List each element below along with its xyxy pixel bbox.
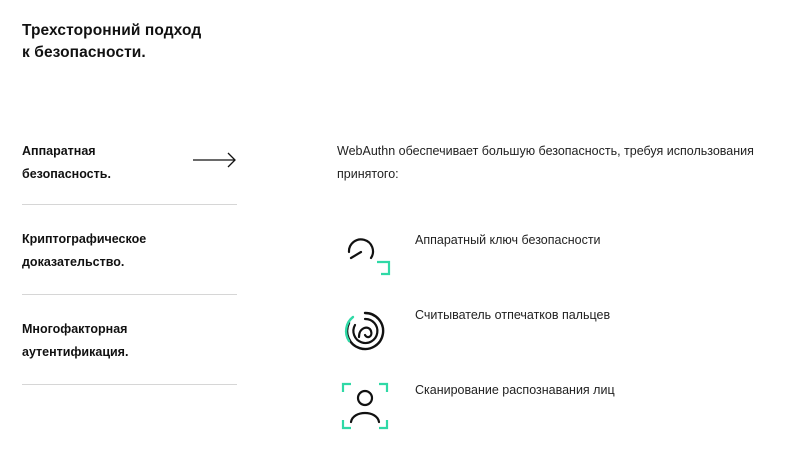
feature-description [337,140,787,186]
auth-method-list [337,225,787,450]
feature-item-label-line-2: доказательство. [22,255,125,269]
auth-method-hardware-key [337,225,787,300]
feature-item-label-line-1: Многофакторная [22,322,128,336]
auth-method-label: Сканирование распознавания лиц [415,383,615,397]
fingerprint-icon [339,305,391,357]
feature-item-crypto[interactable] [22,205,237,295]
auth-method-label: Считыватель отпечатков пальцев [415,308,611,322]
auth-method-face-scan [337,375,787,450]
section-title-line-1: Трехсторонний подход [22,22,202,39]
feature-item-label-line-2: аутентификация. [22,345,129,359]
auth-method-label: Аппаратный ключ безопасности [415,233,601,247]
feature-description-line-1: WebAuthn обеспечивает большую безопасность, требуя использования [337,144,754,158]
section-title-line-2: к безопасности. [22,44,146,61]
divider [22,384,237,385]
face-scan-icon [339,380,391,432]
section-title [22,20,282,64]
feature-item-label-line-2: безопасность. [22,167,111,181]
feature-item-label-line-1: Аппаратная [22,144,96,158]
feature-description-line-2: принятого: [337,167,399,181]
feature-item-mfa[interactable] [22,295,237,385]
auth-method-fingerprint [337,300,787,375]
hardware-key-icon [339,230,391,282]
arrow-right-icon [193,150,237,170]
feature-item-label-line-1: Криптографическое [22,232,147,246]
